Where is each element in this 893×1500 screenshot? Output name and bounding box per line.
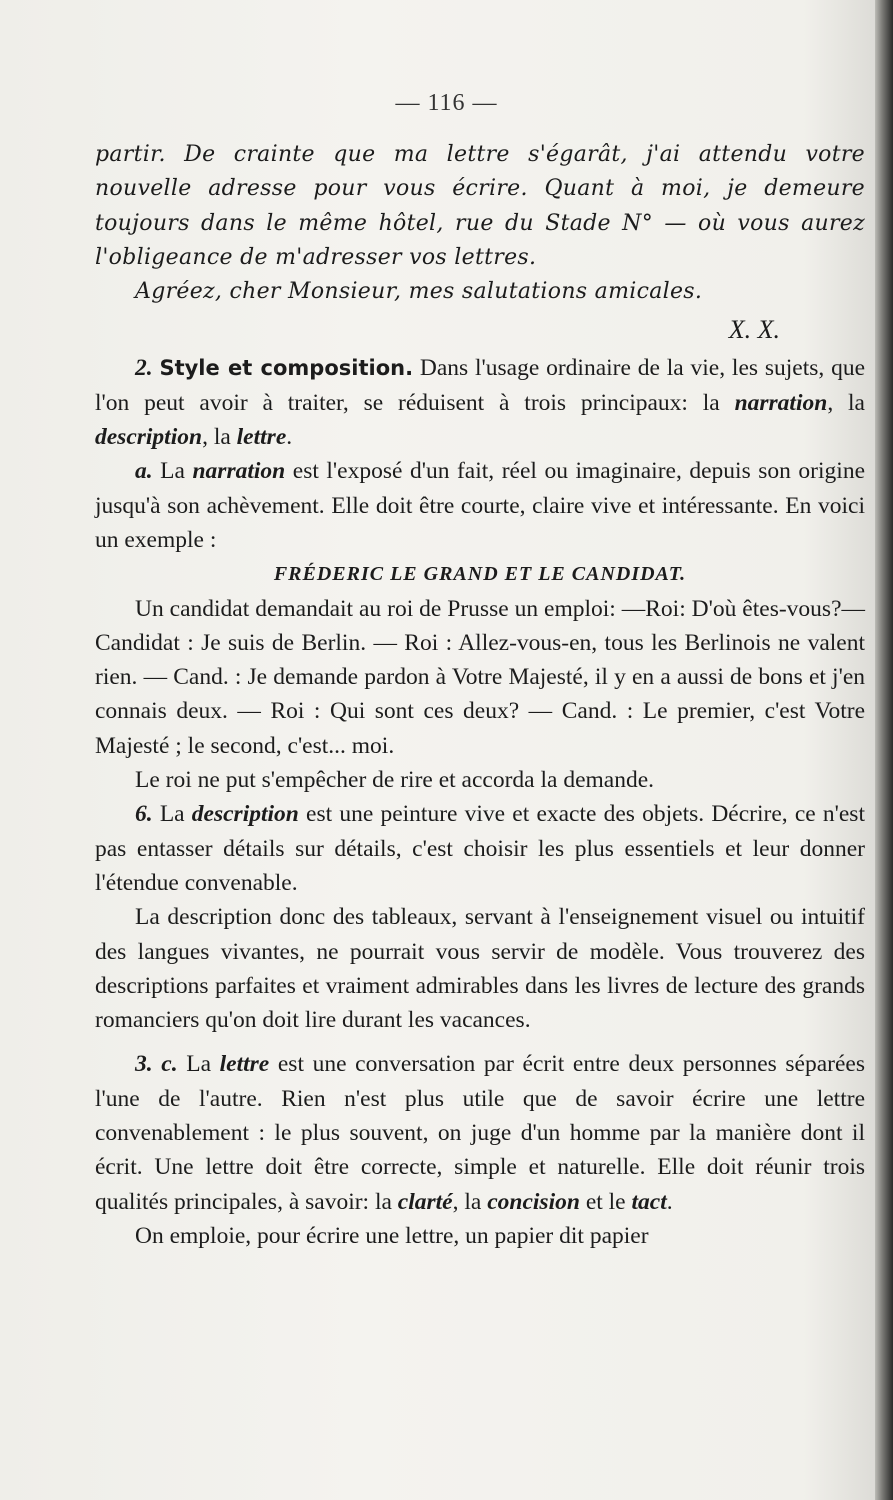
paragraph-label: 6. (135, 801, 153, 828)
separator: , la (827, 389, 865, 416)
paragraph-c-last-line: On emploie, pour écrire une lettre, un papier dit papier (135, 1222, 649, 1249)
paragraph-label: a. (135, 458, 153, 485)
term-description: description (95, 424, 203, 451)
term-lettre: lettre (219, 1051, 270, 1078)
paragraph-text: est l'exposé d'un fait, réel ou imaginaire, depuis son origine jusqu'à son achèvement. Elle doit être courte, claire vive et intéressante. En voici un exemple : (95, 458, 865, 553)
paragraph-b (95, 797, 865, 900)
page-edge-shadow (875, 0, 893, 1500)
sentence-end: . (666, 1188, 673, 1215)
paragraph-lead: La (177, 1051, 220, 1078)
section-2-paragraph (95, 351, 865, 454)
anecdote-outcome: Le roi ne put s'empêcher de rire et accorda la demande. (135, 767, 655, 794)
section-number: 2. (135, 355, 153, 382)
separator: , la (452, 1188, 488, 1215)
letter-body: partir. De crainte que ma lettre s'égarât, j'ai attendu votre nouvelle adresse pour vous écrire. Quant à moi, je demeure toujours dans le même hôtel, rue du Stade N° — où vous aurez l'obligeance de m'adresser vos lettres. (95, 142, 865, 270)
page-body (95, 138, 865, 1253)
term-narration: narration (192, 458, 286, 485)
anecdote-title: FRÉDERIC LE GRAND ET LE CANDIDAT. (273, 563, 687, 586)
paragraph-text: est une peinture vive et exacte des objets. Décrire, ce n'est pas entasser détails sur détails, c'est choisir les plus essentiels et leur donner l'étendue convenable. (95, 801, 865, 896)
term-description: description (191, 801, 299, 828)
section-intro: Dans l'usage ordinaire de la vie, les sujets, que l'on peut avoir à traiter, se réduisent à trois principaux: la (95, 355, 866, 416)
quality-clarte: clarté (397, 1188, 453, 1215)
term-lettre: lettre (236, 424, 287, 451)
paragraph-c (95, 1047, 865, 1218)
letter-signature: X. X. (728, 315, 780, 345)
section-heading: Style et composition. (159, 356, 414, 381)
separator: , la (202, 424, 237, 451)
paragraph-lead: La (152, 458, 193, 485)
paragraph-label: 3. c. (135, 1051, 178, 1078)
sentence-end: . (286, 424, 293, 451)
term-narration: narration (734, 389, 828, 416)
quality-concision: concision (487, 1188, 580, 1215)
quality-tact: tact (631, 1188, 667, 1215)
separator: et le (579, 1188, 632, 1215)
paragraph-a (95, 454, 865, 557)
paragraph-b-continued: La description donc des tableaux, servant à l'enseignement visuel ou intuitif des langues vivantes, ne pourrait vous servir de modèle. Vous trouverez des descriptions parfaites et vraiment admirables dans les livres de lecture des grands romanciers qu'on doit lire durant les vacances. (95, 904, 865, 1034)
page-number: — 116 — (395, 90, 498, 116)
paragraph-lead: La (152, 801, 192, 828)
paragraph-text: est une conversation par écrit entre deux personnes séparées l'une de l'autre. Rien n'est plus utile que de savoir écrire une lettre convenablement : le plus souvent, on juge d'un homme par la manière dont il écrit. Une lettre doit être correcte, simple et naturelle. Elle doit réunir trois qualités principales, à savoir: la (95, 1051, 865, 1215)
letter-closing: Agréez, cher Monsieur, mes salutations amicales. (135, 279, 703, 305)
anecdote-dialogue: Un candidat demandait au roi de Prusse un emploi: —Roi: D'où êtes-vous?—Candidat : Je suis de Berlin. — Roi : Allez-vous-en, tous les Berlinois ne valent rien. — Cand. : Je demande pardon à Votre Majesté, il y en a aussi de bons et j'en connais deux. — Roi : Qui sont ces deux? — Cand. : Le premier, c'est Votre Majesté ; le second, c'est... moi. (95, 595, 865, 759)
